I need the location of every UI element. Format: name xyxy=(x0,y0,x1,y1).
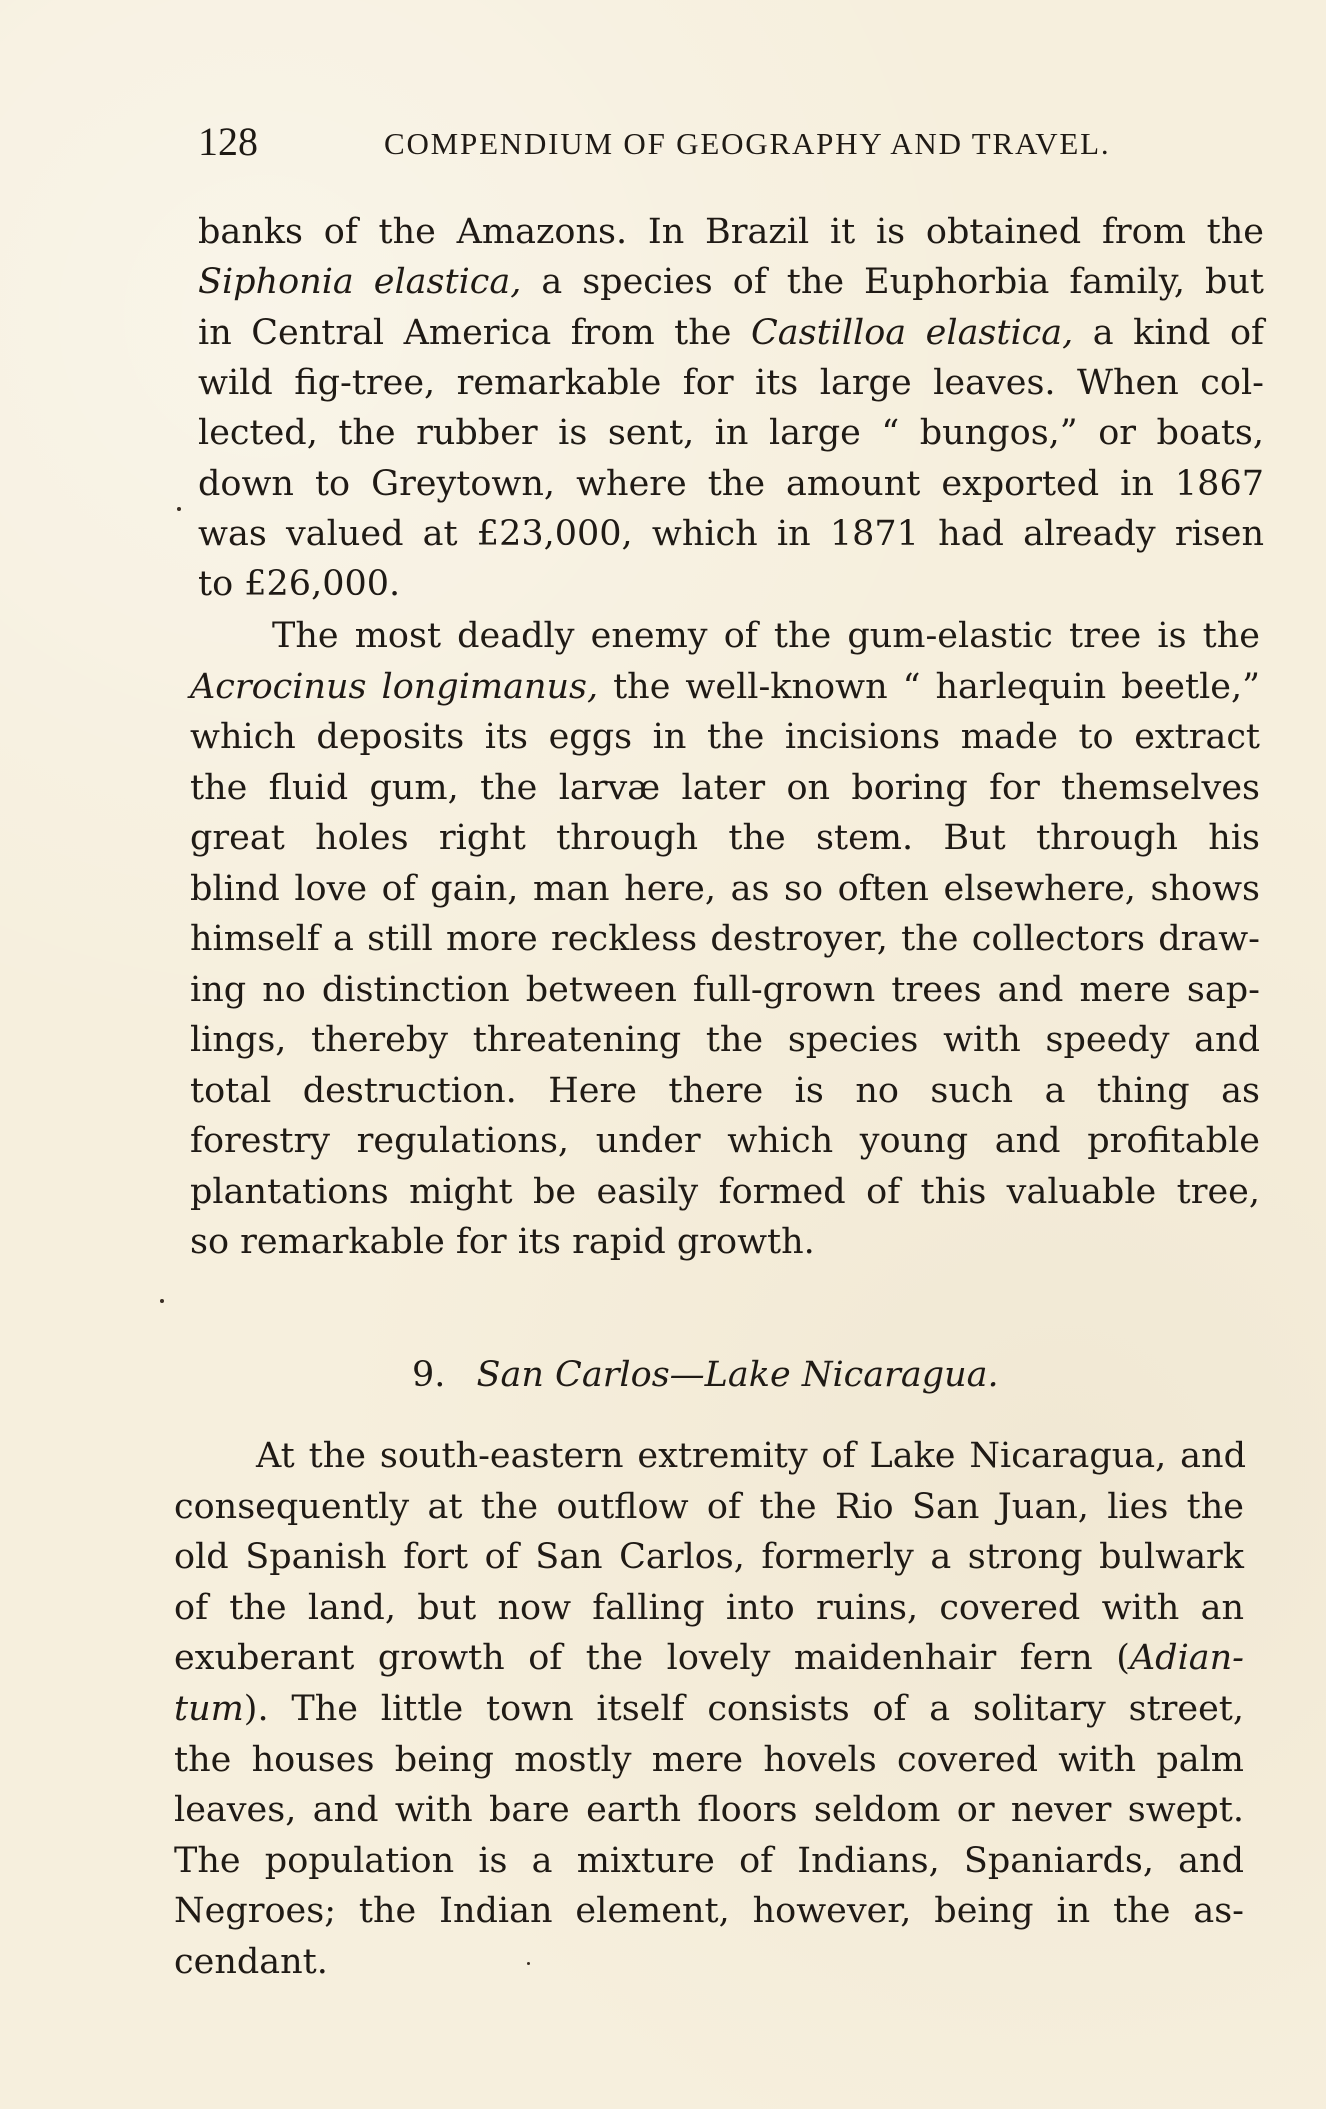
text-fragment: The population is a mixture of Indians, Spaniards, and xyxy=(174,1841,1244,1881)
margin-mark xyxy=(160,1299,164,1303)
text-line xyxy=(190,713,1260,761)
text-fragment: At the south-eastern extremity of Lake Nicaragua, and xyxy=(256,1436,1246,1476)
text-line-content xyxy=(174,1533,1244,1581)
text-line xyxy=(190,966,1260,1014)
text-fragment: ). The little town itself consists of a solitary street, xyxy=(243,1689,1244,1729)
text-line xyxy=(190,814,1260,862)
text-line-content xyxy=(174,1685,1244,1733)
text-line xyxy=(174,1533,1244,1581)
text-line-content xyxy=(174,1887,1244,1935)
text-line xyxy=(256,1432,1246,1480)
text-line-content xyxy=(190,1218,1260,1266)
text-line xyxy=(174,1685,1244,1733)
text-fragment: himself a still more reckless destroyer, the collectors draw- xyxy=(190,919,1260,959)
text-fragment: in Central America from the xyxy=(198,313,751,353)
italic-text: Castilloa elastica, xyxy=(750,313,1074,353)
italic-text: Siphonia elastica, xyxy=(198,262,522,302)
text-fragment: to £26,000. xyxy=(198,564,401,604)
text-line-content xyxy=(198,359,1264,407)
text-line xyxy=(190,1218,1260,1266)
text-fragment: a kind of xyxy=(1073,313,1264,353)
text-fragment: the well-known “ harlequin beetle,” xyxy=(598,667,1260,707)
text-fragment: forestry regulations, under which young and profitable xyxy=(190,1121,1260,1161)
italic-text: Adian- xyxy=(1129,1638,1244,1678)
text-line xyxy=(198,359,1264,407)
text-line xyxy=(174,1736,1244,1784)
text-fragment: lected, the rubber is sent, in large “ bungos,” or boats, xyxy=(198,413,1264,453)
text-line xyxy=(190,915,1260,963)
text-fragment: the fluid gum, the larvæ later on boring for themselves xyxy=(190,768,1260,808)
text-line xyxy=(198,460,1264,508)
text-line xyxy=(190,663,1260,711)
text-line-content xyxy=(174,1584,1244,1632)
text-fragment: a species of the Euphorbia family, but xyxy=(521,262,1264,302)
text-line xyxy=(190,1016,1260,1064)
text-line-content xyxy=(198,258,1264,306)
text-line-content xyxy=(190,814,1260,862)
text-fragment: which deposits its eggs in the incisions made to extract xyxy=(190,717,1260,757)
text-fragment: down to Greytown, where the amount exported in 1867 xyxy=(198,464,1264,504)
text-fragment: great holes right through the stem. But through his xyxy=(190,818,1260,858)
text-line-content xyxy=(174,1938,1244,1986)
text-line xyxy=(174,1483,1244,1531)
text-line-content xyxy=(190,915,1260,963)
text-line xyxy=(174,1938,1244,1986)
text-line-content xyxy=(190,1067,1260,1115)
text-line-content xyxy=(256,1432,1246,1480)
text-fragment: banks of the Amazons. In Brazil it is obtained from the xyxy=(198,212,1264,252)
text-line xyxy=(190,1067,1260,1115)
text-line xyxy=(198,309,1264,357)
text-fragment: lings, thereby threatening the species with speedy and xyxy=(190,1020,1260,1060)
margin-mark xyxy=(177,507,181,511)
text-line-content xyxy=(190,1168,1260,1216)
text-line-content xyxy=(198,460,1264,508)
text-line xyxy=(190,865,1260,913)
text-line-content xyxy=(190,1117,1260,1165)
text-fragment: ing no distinction between full-grown trees and mere sap- xyxy=(190,970,1260,1010)
italic-text: Acrocinus longimanus, xyxy=(190,667,599,707)
text-line xyxy=(198,258,1264,306)
text-line-content xyxy=(174,1837,1244,1885)
text-line-content xyxy=(198,309,1264,357)
text-line-content xyxy=(198,208,1264,256)
page-number: 128 xyxy=(198,119,258,164)
text-fragment: was valued at £23,000, which in 1871 had already risen xyxy=(198,514,1264,554)
text-line xyxy=(174,1837,1244,1885)
text-fragment: consequently at the outflow of the Rio San Juan, lies the xyxy=(174,1487,1244,1527)
text-line xyxy=(174,1584,1244,1632)
text-line xyxy=(272,612,1260,660)
text-fragment: exuberant growth of the lovely maidenhair fern ( xyxy=(174,1638,1130,1678)
text-line-content xyxy=(198,510,1264,558)
section-number: 9. xyxy=(412,1355,446,1395)
text-line xyxy=(174,1887,1244,1935)
text-line xyxy=(198,560,1264,608)
text-line xyxy=(198,208,1264,256)
text-line-content xyxy=(174,1786,1244,1834)
text-fragment: of the land, but now falling into ruins, covered with an xyxy=(174,1588,1244,1628)
text-fragment: old Spanish fort of San Carlos, formerly a strong bulwark xyxy=(174,1537,1244,1577)
text-fragment: so remarkable for its rapid growth. xyxy=(190,1222,815,1262)
text-fragment: Negroes; the Indian element, however, being in the as- xyxy=(174,1891,1244,1931)
text-line-content xyxy=(174,1483,1244,1531)
text-line-content xyxy=(190,966,1260,1014)
text-line xyxy=(174,1634,1244,1682)
text-line-content xyxy=(190,713,1260,761)
text-line xyxy=(198,510,1264,558)
text-line-content xyxy=(198,560,1264,608)
text-line-content xyxy=(174,1736,1244,1784)
running-title: COMPENDIUM OF GEOGRAPHY AND TRAVEL. xyxy=(384,126,1111,161)
text-line xyxy=(190,1168,1260,1216)
margin-mark xyxy=(527,1962,530,1965)
text-fragment: plantations might be easily formed of this valuable tree, xyxy=(190,1172,1260,1212)
text-line xyxy=(190,764,1260,812)
text-line xyxy=(198,409,1264,457)
text-line xyxy=(190,1117,1260,1165)
text-line-content xyxy=(198,409,1264,457)
text-line-content xyxy=(272,612,1260,660)
italic-text: tum xyxy=(174,1689,244,1729)
text-line-content xyxy=(190,764,1260,812)
text-fragment: wild fig-tree, remarkable for its large leaves. When col- xyxy=(198,363,1264,403)
text-fragment: cendant. xyxy=(174,1942,328,1982)
text-fragment: leaves, and with bare earth floors seldom or never swept. xyxy=(174,1790,1244,1830)
text-line-content xyxy=(190,663,1260,711)
text-fragment: total destruction. Here there is no such a thing as xyxy=(190,1071,1260,1111)
text-fragment: The most deadly enemy of the gum-elastic tree is the xyxy=(272,616,1260,656)
text-fragment: blind love of gain, man here, as so often elsewhere, shows xyxy=(190,869,1260,909)
text-line xyxy=(174,1786,1244,1834)
text-fragment: the houses being mostly mere hovels covered with palm xyxy=(174,1740,1244,1780)
text-line-content xyxy=(190,1016,1260,1064)
section-heading xyxy=(412,1355,1052,1405)
text-line-content xyxy=(190,865,1260,913)
text-line-content xyxy=(174,1634,1244,1682)
section-title-text: San Carlos—Lake Nicaragua. xyxy=(476,1355,999,1395)
